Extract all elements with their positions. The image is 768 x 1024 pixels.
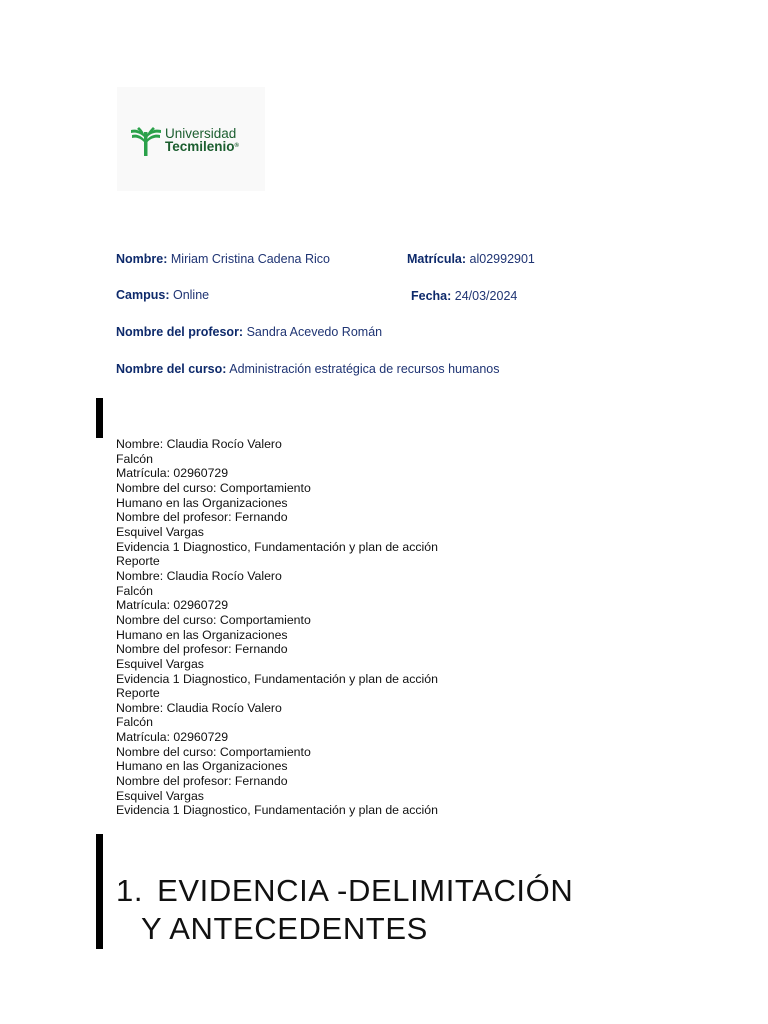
- cover-line: Evidencia 1 Diagnostico, Fundamentación y plan de acción: [116, 671, 438, 686]
- cover-text-block: [116, 437, 438, 818]
- date-field: Fecha: 24/03/2024: [411, 289, 518, 303]
- section-title-line2: Y ANTECEDENTES: [141, 911, 428, 946]
- cover-line: Reporte: [116, 686, 160, 701]
- cover-line: Falcón: [116, 715, 153, 730]
- course-field: Nombre del curso: Administración estratégica de recursos humanos: [116, 362, 500, 376]
- professor-value: Sandra Acevedo Román: [246, 325, 383, 339]
- section-number: 1.: [116, 873, 144, 908]
- cover-line: Nombre del profesor: Fernando: [116, 774, 288, 789]
- cover-line: Matrícula: 02960729: [116, 466, 229, 481]
- cover-line: Evidencia 1 Diagnostico, Fundamentación y plan de acción: [116, 803, 438, 818]
- course-value: Administración estratégica de recursos humanos: [229, 362, 500, 376]
- cover-line: Falcón: [116, 451, 153, 466]
- tecmilenio-leaf-icon: [130, 124, 162, 158]
- cover-line: Humano en las Organizaciones: [116, 495, 288, 510]
- cover-line: Nombre del curso: Comportamiento: [116, 612, 311, 627]
- date-value: 24/03/2024: [454, 289, 518, 303]
- cover-line: Esquivel Vargas: [116, 788, 204, 803]
- cover-line: Matrícula: 02960729: [116, 598, 229, 613]
- student-id-value: al02992901: [469, 252, 535, 266]
- logo-wordmark: Universidad Tecmilenio®: [165, 126, 239, 154]
- section-heading: [116, 872, 573, 948]
- student-name-field: Nombre: Miriam Cristina Cadena Rico: [116, 252, 330, 266]
- cover-line: Esquivel Vargas: [116, 656, 204, 671]
- cover-line: Nombre del profesor: Fernando: [116, 642, 288, 657]
- cover-line: Esquivel Vargas: [116, 524, 204, 539]
- cover-line: Humano en las Organizaciones: [116, 627, 288, 642]
- section-bar-heading: [96, 834, 103, 949]
- cover-line: Nombre del curso: Comportamiento: [116, 744, 311, 759]
- cover-line: Evidencia 1 Diagnostico, Fundamentación y plan de acción: [116, 539, 438, 554]
- cover-line: Falcón: [116, 583, 153, 598]
- campus-field: Campus: Online: [116, 288, 210, 302]
- cover-line: Reporte: [116, 554, 160, 569]
- section-bar-top: [96, 398, 103, 438]
- campus-value: Online: [172, 288, 210, 302]
- section-title-line1: EVIDENCIA -DELIMITACIÓN: [157, 873, 574, 908]
- cover-line: Nombre: Claudia Rocío Valero: [116, 437, 282, 451]
- student-id-field: Matrícula: al02992901: [407, 252, 535, 266]
- cover-line: Nombre del profesor: Fernando: [116, 510, 288, 525]
- cover-line: Matrícula: 02960729: [116, 730, 229, 745]
- cover-line: Nombre: Claudia Rocío Valero: [116, 568, 282, 583]
- university-logo: [117, 87, 265, 191]
- cover-line: Nombre del curso: Comportamiento: [116, 480, 311, 495]
- cover-line: Nombre: Claudia Rocío Valero: [116, 700, 282, 715]
- cover-line: Humano en las Organizaciones: [116, 759, 288, 774]
- professor-field: Nombre del profesor: Sandra Acevedo Román: [116, 325, 383, 339]
- student-name-value: Miriam Cristina Cadena Rico: [170, 252, 330, 266]
